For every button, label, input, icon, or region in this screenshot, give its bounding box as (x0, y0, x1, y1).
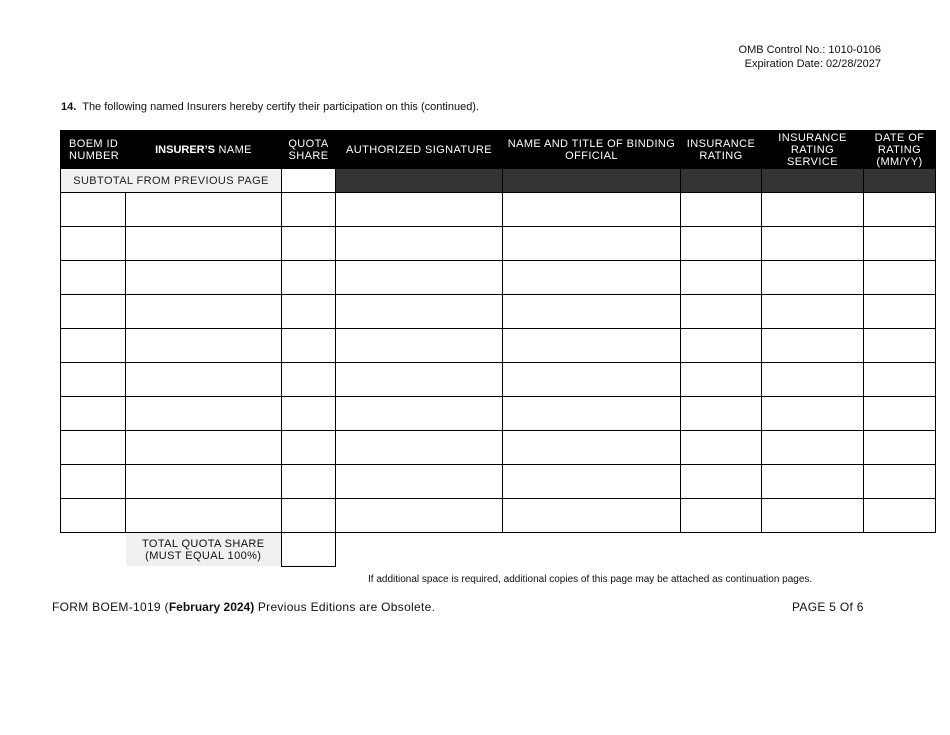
quota-share-input[interactable] (282, 295, 336, 329)
boem-id-input[interactable] (61, 295, 126, 329)
table-row (61, 329, 936, 363)
binding-official-input[interactable] (503, 295, 681, 329)
binding-official-input[interactable] (503, 499, 681, 533)
date-of-rating-input[interactable] (864, 261, 936, 295)
question-text: The following named Insurers hereby certify their participation on this (continued). (82, 101, 480, 113)
quota-share-input[interactable] (282, 465, 336, 499)
header-insurance-rating: INSURANCE RATING (681, 131, 762, 169)
rating-service-input[interactable] (762, 431, 864, 465)
total-quota-label: TOTAL QUOTA SHARE (MUST EQUAL 100%) (126, 533, 282, 567)
header-boem-id: BOEM ID NUMBER (61, 131, 126, 169)
table-row (61, 295, 936, 329)
insurer-name-input[interactable] (126, 295, 282, 329)
date-of-rating-input[interactable] (864, 193, 936, 227)
date-of-rating-input[interactable] (864, 329, 936, 363)
rating-service-input[interactable] (762, 397, 864, 431)
date-of-rating-input[interactable] (864, 397, 936, 431)
total-quota-input[interactable] (282, 533, 336, 567)
form-footer: FORM BOEM-1019 (February 2024) Previous Editions are Obsolete. (52, 600, 436, 614)
signature-input[interactable] (336, 465, 503, 499)
header-date-of-rating: DATE OF RATING (MM/YY) (864, 131, 936, 169)
table-row (61, 465, 936, 499)
date-of-rating-input[interactable] (864, 499, 936, 533)
signature-input[interactable] (336, 193, 503, 227)
subtotal-shaded-cell (336, 169, 503, 193)
subtotal-shaded-cell (681, 169, 762, 193)
signature-input[interactable] (336, 431, 503, 465)
insurance-rating-input[interactable] (681, 465, 762, 499)
insurance-rating-input[interactable] (681, 261, 762, 295)
total-spacer (61, 533, 126, 567)
omb-control-number: OMB Control No.: 1010-0106 (738, 44, 881, 56)
boem-id-input[interactable] (61, 261, 126, 295)
insurance-rating-input[interactable] (681, 329, 762, 363)
table-row (61, 397, 936, 431)
binding-official-input[interactable] (503, 193, 681, 227)
date-of-rating-input[interactable] (864, 363, 936, 397)
rating-service-input[interactable] (762, 499, 864, 533)
signature-input[interactable] (336, 397, 503, 431)
total-spacer-right (336, 533, 936, 567)
boem-id-input[interactable] (61, 227, 126, 261)
insurer-name-input[interactable] (126, 431, 282, 465)
question-number: 14. (61, 101, 77, 113)
binding-official-input[interactable] (503, 329, 681, 363)
subtotal-shaded-cell (864, 169, 936, 193)
subtotal-shaded-cell (503, 169, 681, 193)
rating-service-input[interactable] (762, 329, 864, 363)
boem-id-input[interactable] (61, 363, 126, 397)
date-of-rating-input[interactable] (864, 295, 936, 329)
header-rating-service: INSURANCE RATING SERVICE (762, 131, 864, 169)
boem-id-input[interactable] (61, 329, 126, 363)
header-binding-official: NAME AND TITLE OF BINDING OFFICIAL (503, 131, 681, 169)
table-row (61, 363, 936, 397)
quota-share-input[interactable] (282, 363, 336, 397)
boem-id-input[interactable] (61, 499, 126, 533)
rating-service-input[interactable] (762, 193, 864, 227)
rating-service-input[interactable] (762, 261, 864, 295)
page-number: PAGE 5 Of 6 (792, 600, 864, 614)
binding-official-input[interactable] (503, 363, 681, 397)
insurance-rating-input[interactable] (681, 193, 762, 227)
insurer-name-input[interactable] (126, 397, 282, 431)
insurance-rating-input[interactable] (681, 499, 762, 533)
insurer-name-input[interactable] (126, 193, 282, 227)
binding-official-input[interactable] (503, 397, 681, 431)
rating-service-input[interactable] (762, 227, 864, 261)
table-row (61, 193, 936, 227)
signature-input[interactable] (336, 363, 503, 397)
date-of-rating-input[interactable] (864, 431, 936, 465)
subtotal-label: SUBTOTAL FROM PREVIOUS PAGE (61, 169, 282, 193)
insurer-name-input[interactable] (126, 329, 282, 363)
signature-input[interactable] (336, 295, 503, 329)
continuation-note: If additional space is required, additional copies of this page may be attached as continuation pages. (368, 574, 813, 585)
quota-share-input[interactable] (282, 329, 336, 363)
binding-official-input[interactable] (503, 227, 681, 261)
insurer-name-input[interactable] (126, 499, 282, 533)
insurers-table (60, 130, 936, 567)
binding-official-input[interactable] (503, 465, 681, 499)
insurer-name-input[interactable] (126, 465, 282, 499)
signature-input[interactable] (336, 227, 503, 261)
insurance-rating-input[interactable] (681, 295, 762, 329)
insurance-rating-input[interactable] (681, 227, 762, 261)
omb-block (739, 43, 881, 71)
table-row (61, 499, 936, 533)
header-quota-share: QUOTA SHARE (282, 131, 336, 169)
insurance-rating-input[interactable] (681, 431, 762, 465)
subtotal-shaded-cell (762, 169, 864, 193)
signature-input[interactable] (336, 329, 503, 363)
table-row (61, 261, 936, 295)
quota-share-input[interactable] (282, 193, 336, 227)
boem-id-input[interactable] (61, 397, 126, 431)
subtotal-row (61, 169, 936, 193)
binding-official-input[interactable] (503, 261, 681, 295)
subtotal-quota-input[interactable] (282, 169, 336, 193)
question-14 (61, 101, 479, 113)
insurer-name-input[interactable] (126, 227, 282, 261)
quota-share-input[interactable] (282, 261, 336, 295)
signature-input[interactable] (336, 499, 503, 533)
insurer-name-input[interactable] (126, 363, 282, 397)
quota-share-input[interactable] (282, 397, 336, 431)
insurer-name-input[interactable] (126, 261, 282, 295)
header-insurer-name: INSURER’S NAME (126, 131, 282, 169)
binding-official-input[interactable] (503, 431, 681, 465)
insurance-rating-input[interactable] (681, 363, 762, 397)
header-authorized-signature: AUTHORIZED SIGNATURE (336, 131, 503, 169)
quota-share-input[interactable] (282, 431, 336, 465)
header-row (61, 131, 936, 169)
total-row (61, 533, 936, 567)
rating-service-input[interactable] (762, 363, 864, 397)
boem-id-input[interactable] (61, 465, 126, 499)
quota-share-input[interactable] (282, 499, 336, 533)
rating-service-input[interactable] (762, 465, 864, 499)
table-row (61, 431, 936, 465)
expiration-date: Expiration Date: 02/28/2027 (744, 58, 881, 70)
table-row (61, 227, 936, 261)
rating-service-input[interactable] (762, 295, 864, 329)
date-of-rating-input[interactable] (864, 227, 936, 261)
quota-share-input[interactable] (282, 227, 336, 261)
date-of-rating-input[interactable] (864, 465, 936, 499)
signature-input[interactable] (336, 261, 503, 295)
boem-id-input[interactable] (61, 431, 126, 465)
insurance-rating-input[interactable] (681, 397, 762, 431)
boem-id-input[interactable] (61, 193, 126, 227)
